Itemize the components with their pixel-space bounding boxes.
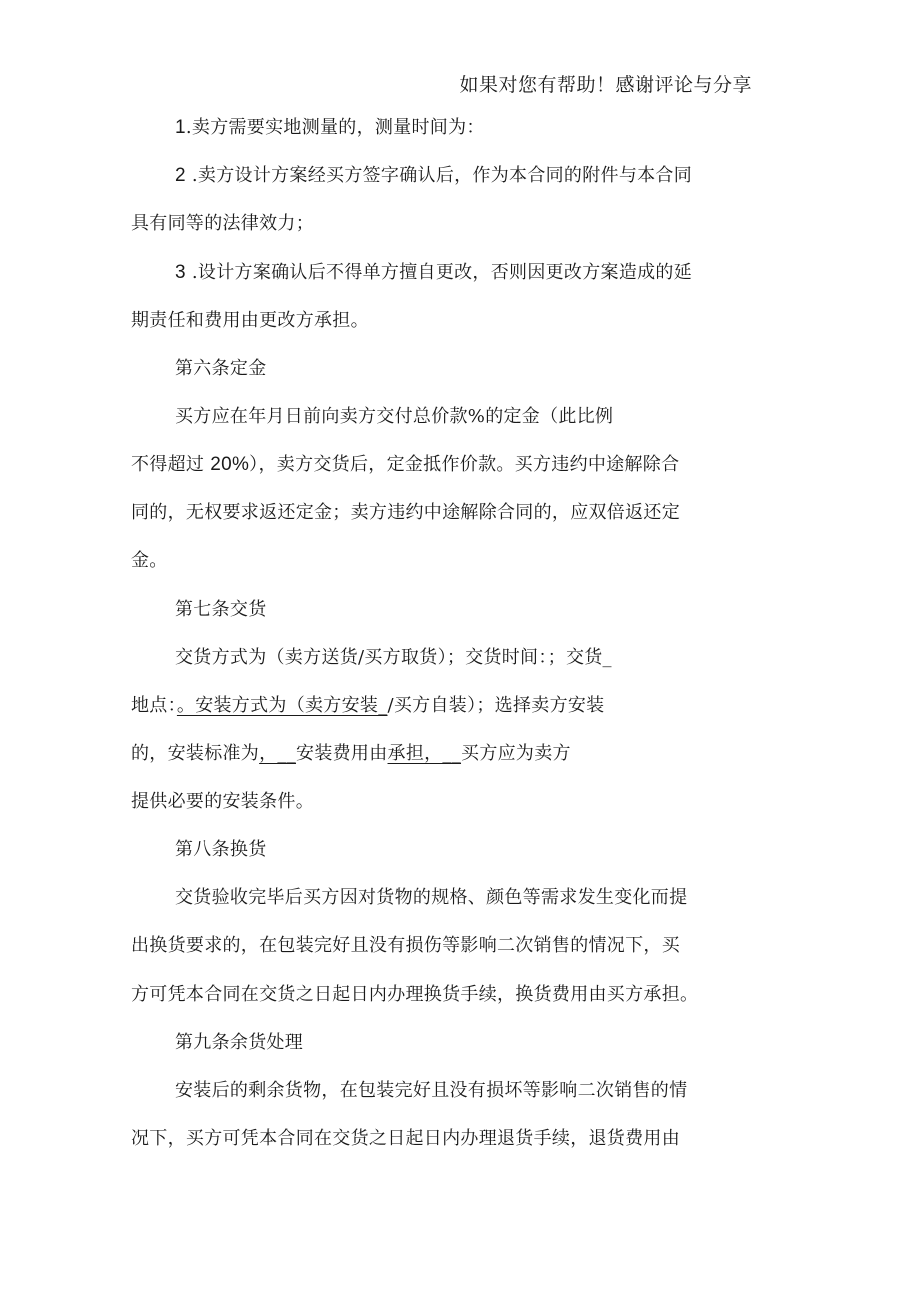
clause-text: .设计方案确认后不得单方擅自更改，否则因更改方案造成的延: [185, 262, 693, 283]
underlined-segment: 。安装方式为（卖方安装_: [176, 695, 388, 716]
article-6-line-4: 金。: [131, 550, 168, 571]
percent-value: 20%: [210, 454, 250, 475]
article-6-line-2: [131, 453, 679, 477]
article-9-paragraph: 安装后的剩余货物，在包装完好且没有损坏等影响二次销售的情: [175, 1080, 688, 1101]
article-6-line-3: 同的，无权要求返还定金；卖方违约中途解除合同的，应双倍返还定: [131, 502, 680, 523]
clause-text: .卖方设计方案经买方签字确认后，作为本合同的附件与本合同: [185, 165, 693, 186]
clause-text: .卖方需要实地测量的，测量时间为：: [185, 117, 485, 138]
article-8-paragraph: 交货验收完毕后买方因对货物的规格、颜色等需求发生变化而提: [175, 887, 688, 908]
underlined-segment: 承担，__: [387, 743, 462, 764]
clause-number: 2: [175, 165, 186, 186]
text-segment: 安装费用由: [296, 743, 388, 764]
clause-3: [175, 261, 692, 285]
text-segment: /买方自装）；选择卖方安装: [387, 695, 605, 716]
article-8-line-2: 出换货要求的，在包装完好且没有损伤等影响二次销售的情况下，买: [131, 935, 680, 956]
article-8-title: 第八条换货: [175, 839, 267, 860]
clause-1: [175, 116, 485, 140]
article-9-title: 第九条余货处理: [175, 1032, 304, 1053]
clause-number: 3: [175, 262, 186, 283]
clause-2-continued: 具有同等的法律效力；: [131, 213, 314, 234]
article-7-line-2: [131, 694, 604, 718]
clause-2: [175, 164, 692, 188]
clause-3-continued: 期责任和费用由更改方承担。: [131, 310, 369, 331]
article-7-paragraph: 交货方式为（卖方送货/买方取货）；交货时间：；交货_: [175, 647, 612, 668]
text-segment: 的，安装标准为: [131, 743, 260, 764]
text-segment: 地点：: [131, 695, 177, 716]
text-segment: 不得超过: [131, 454, 211, 475]
article-7-title: 第七条交货: [175, 599, 267, 620]
text-segment: 买方应为卖方: [461, 743, 571, 764]
header-note: 如果对您有帮助！感谢评论与分享: [459, 74, 752, 96]
article-7-line-3: [131, 742, 571, 766]
article-6-title: 第六条定金: [175, 358, 267, 379]
article-8-line-3: 方可凭本合同在交货之日起日内办理换货手续，换货费用由买方承担。: [131, 984, 699, 1005]
article-6-paragraph: 买方应在年月日前向卖方交付总价款%的定金（此比例: [175, 406, 614, 427]
text-segment: ），卖方交货后，定金抵作价款。买方违约中途解除合: [249, 454, 680, 475]
clause-number: 1: [175, 117, 186, 138]
underlined-segment: ，__: [259, 743, 297, 764]
article-7-line-4: 提供必要的安装条件。: [131, 791, 314, 812]
article-9-line-2: 况下，买方可凭本合同在交货之日起日内办理退货手续，退货费用由: [131, 1128, 680, 1149]
